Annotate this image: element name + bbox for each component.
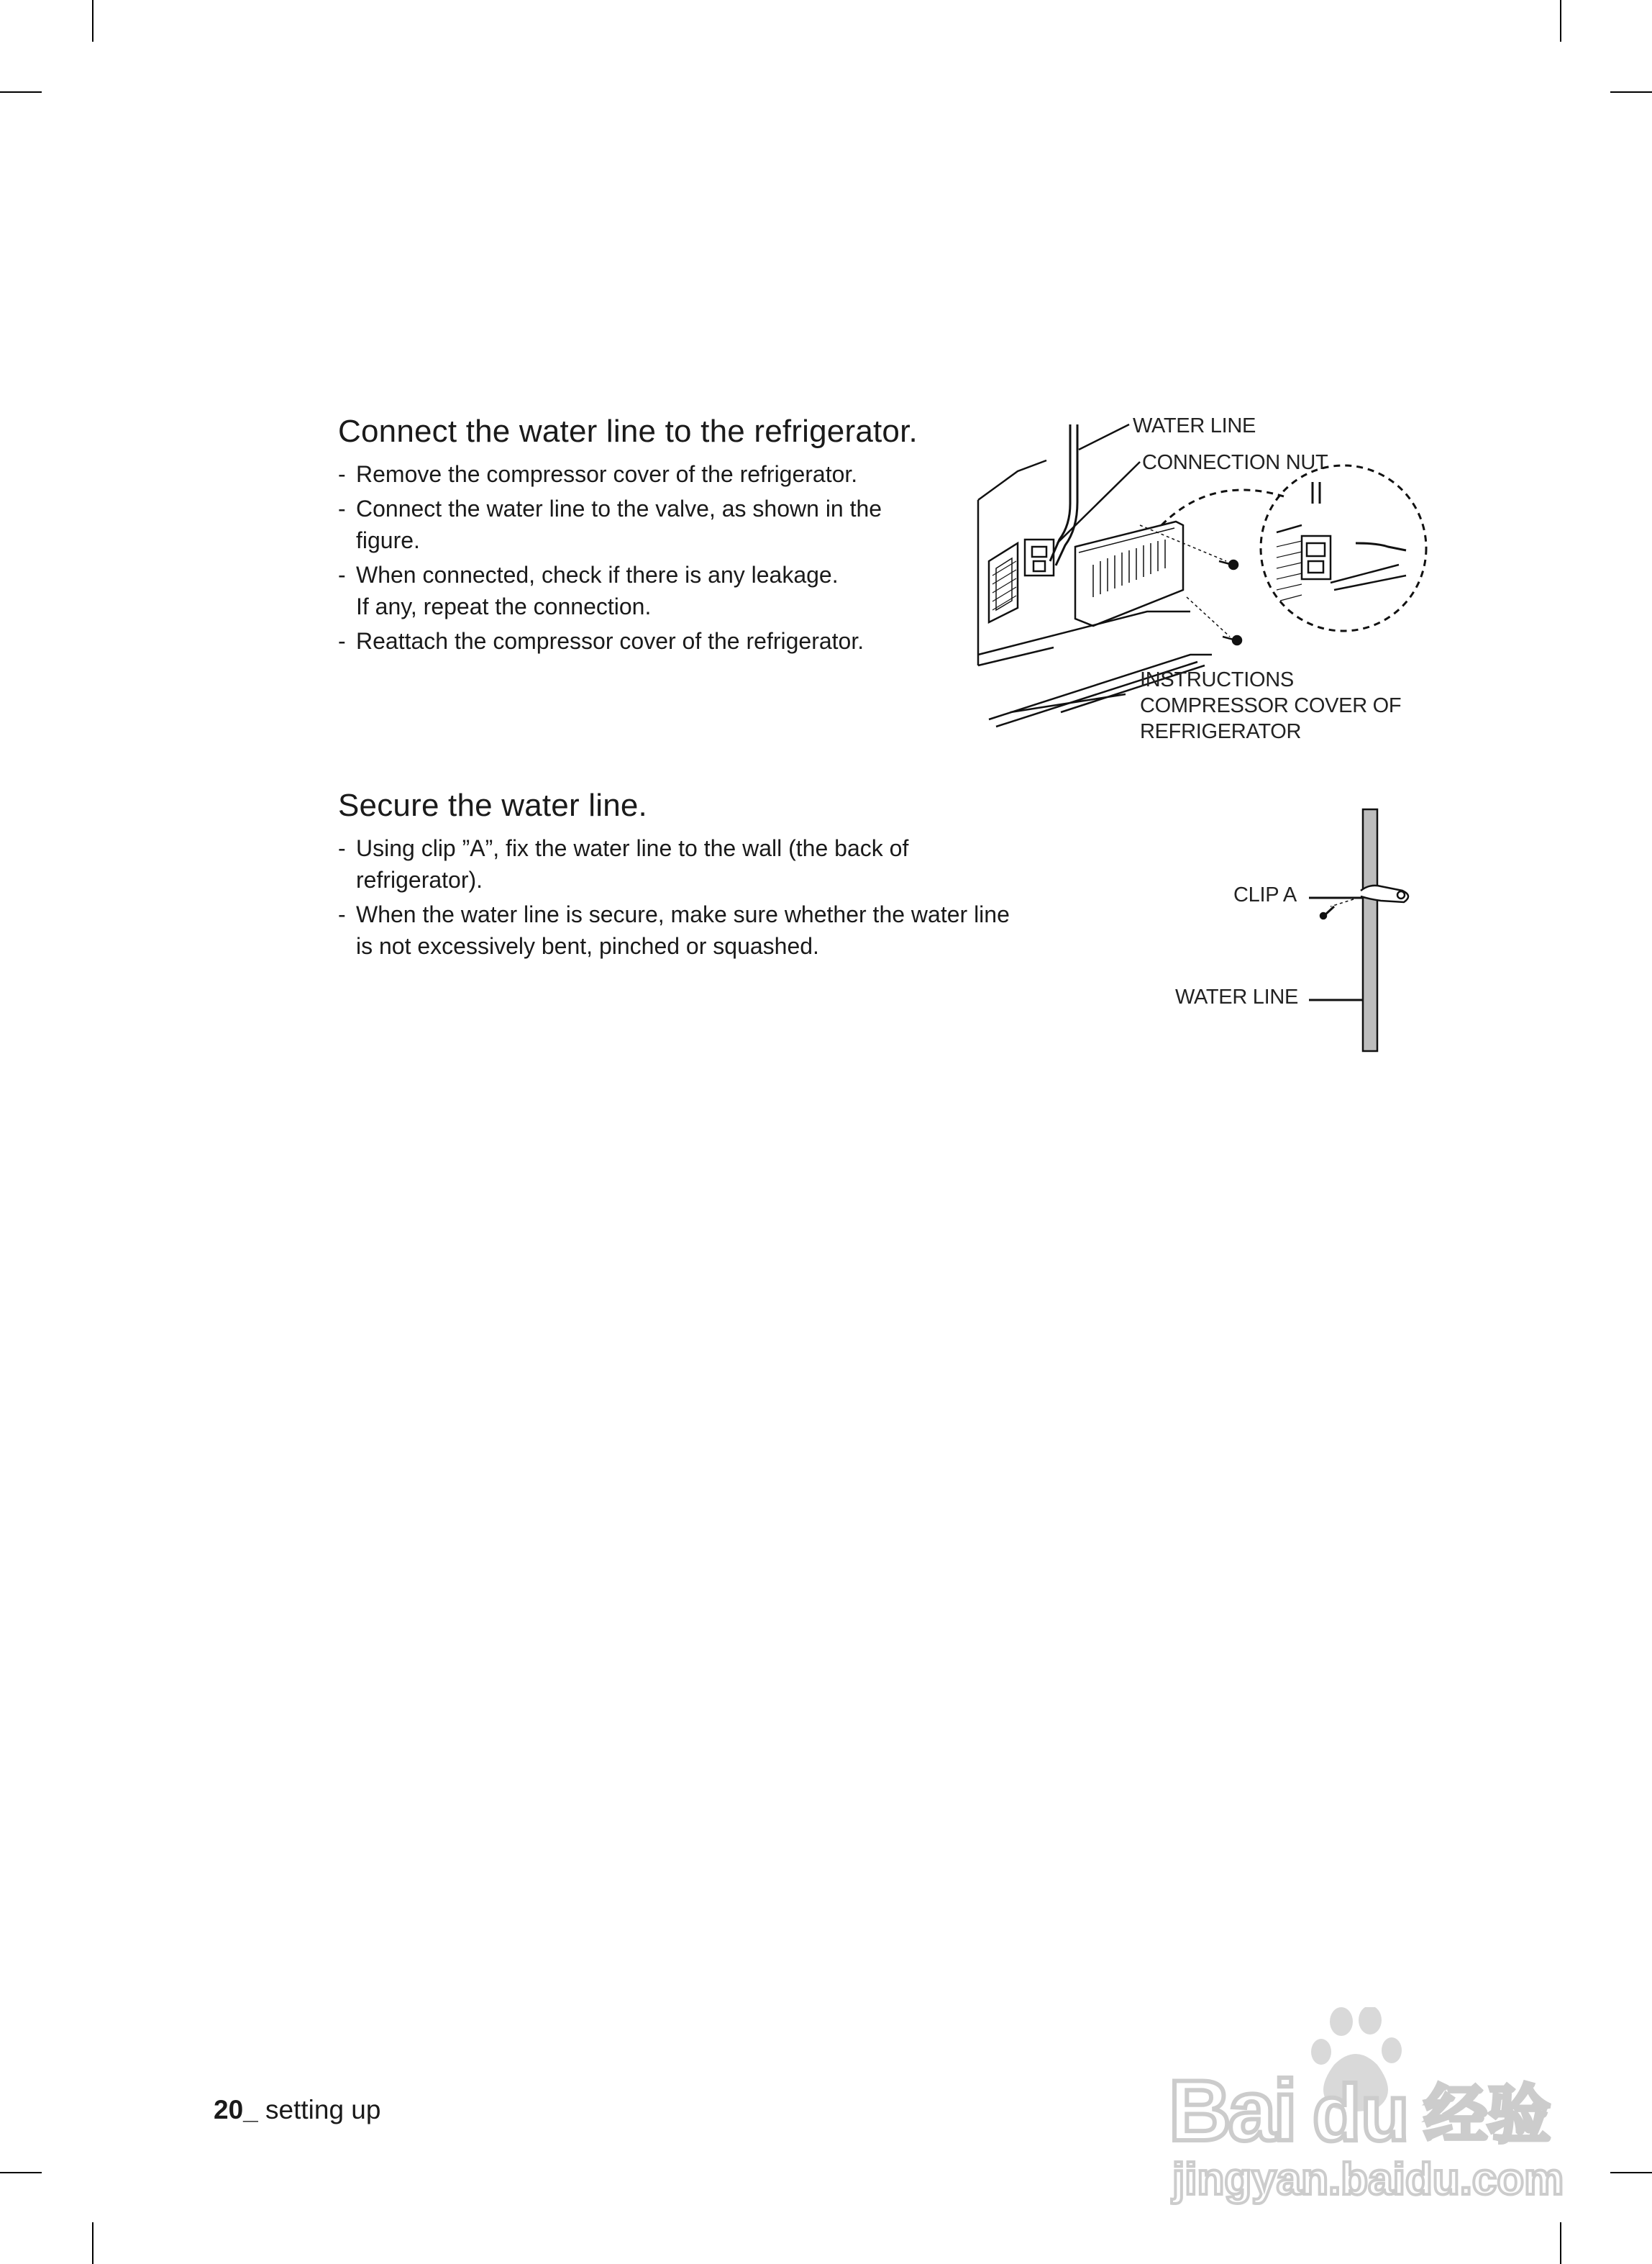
section-title: Connect the water line to the refrigerator.: [338, 414, 918, 449]
crop-mark: [1560, 2222, 1561, 2264]
svg-text:经验: 经验: [1424, 2078, 1551, 2152]
connection-nut-label: CONNECTION NUT: [1142, 451, 1328, 474]
page-footer: [214, 2095, 380, 2125]
crop-mark: [1610, 91, 1652, 93]
svg-text:Bai: Bai: [1169, 2063, 1295, 2159]
water-line-label: WATER LINE: [1175, 986, 1299, 1009]
crop-mark: [1560, 0, 1561, 42]
svg-text:du: du: [1313, 2069, 1410, 2158]
crop-mark: [92, 0, 93, 42]
cover-label-line-3: REFRIGERATOR: [1140, 720, 1302, 743]
crop-mark: [92, 2222, 93, 2264]
section-connect-water-line: [338, 414, 985, 660]
baidu-paw-logo-icon: [1162, 2007, 1564, 2216]
baidu-watermark: [1162, 2007, 1564, 2216]
cover-label-line-1: INSTRUCTIONS: [1140, 668, 1294, 691]
step-list: [338, 832, 1100, 962]
page-number: 20_: [214, 2095, 258, 2124]
list-item: - When connected, check if there is any leakage. If any, repeat the connection.: [338, 559, 985, 622]
watermark-url: jingyan.baidu.com: [1172, 2155, 1564, 2204]
clip-a-label: CLIP A: [1233, 883, 1297, 906]
crop-mark: [0, 2172, 42, 2173]
clip-figure: [1165, 806, 1424, 1054]
list-item: - Using clip ”A”, fix the water line to the wall (the back of refrigerator).: [338, 832, 1100, 896]
crop-mark: [1610, 2172, 1652, 2173]
crop-mark: [0, 91, 42, 93]
compressor-cover-figure: [975, 414, 1435, 748]
footer-section-name: setting up: [265, 2095, 381, 2124]
list-item: - Connect the water line to the valve, as shown in the figure.: [338, 493, 985, 556]
section-title: Secure the water line.: [338, 788, 647, 823]
step-list: [338, 458, 985, 657]
list-item: - Remove the compressor cover of the refrigerator.: [338, 458, 985, 490]
section-secure-water-line: [338, 788, 1100, 965]
water-line-label: WATER LINE: [1133, 414, 1256, 437]
cover-label-line-2: COMPRESSOR COVER OF: [1140, 694, 1402, 717]
list-item: - Reattach the compressor cover of the refrigerator.: [338, 625, 985, 657]
clip-illustration: [1165, 806, 1424, 1054]
list-item: - When the water line is secure, make sure whether the water line is not excessively bent, pinched or squashed.: [338, 899, 1100, 962]
